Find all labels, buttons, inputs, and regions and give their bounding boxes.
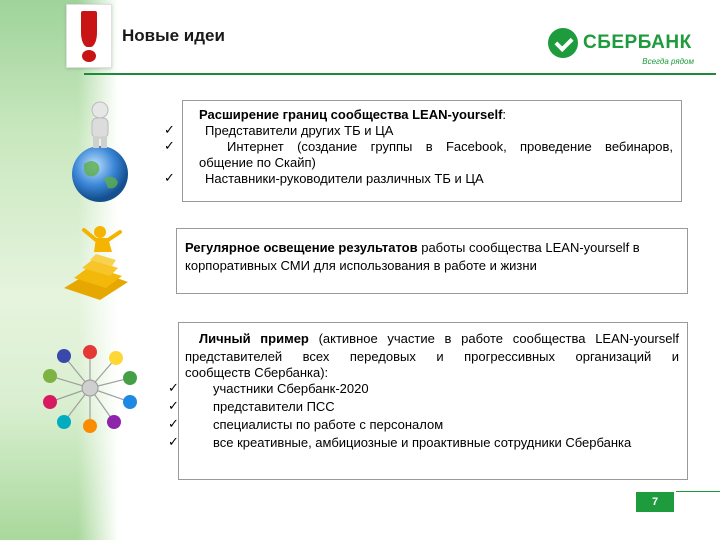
section3-line-3: сообществ Сбербанка): [185,365,329,380]
media-coverage-box [176,228,688,294]
section2-line-1: Регулярное освещение результатов работы сообщества LEAN-yourself в [185,240,640,255]
checkmark-icon: ✓ [164,170,175,185]
page-title: Новые идеи [122,26,225,45]
checkmark-icon: ✓ [168,398,179,413]
logo-slogan: Всегда рядом [642,57,694,66]
exclamation-icon [66,4,112,68]
logo-name: СБЕРБАНК [583,32,692,53]
checkmark-icon: ✓ [164,122,175,137]
footer-line [676,491,720,492]
page-number: 7 [636,492,674,512]
sberbank-emblem-icon [548,28,578,58]
section3-line-1: Личный пример (активное участие в работе сообщества LEAN-yourself [199,331,679,346]
people-network-icon [40,342,140,434]
section1-item-2-cont: общение по Скайп) [199,155,316,170]
checkmark-icon: ✓ [168,380,179,395]
section1-item-3: Наставники-руководители различных ТБ и ЦА [205,171,484,186]
section3-item-1: участники Сбербанк-2020 [213,381,369,396]
section1-item-1: Представители других ТБ и ЦА [205,123,394,138]
section3-line-2: представителей всех передовых и прогрессивных организаций и [185,349,679,364]
checkmark-icon: ✓ [164,138,175,153]
checkmark-icon: ✓ [168,416,179,431]
person-on-globe-icon [66,98,136,206]
section1-item-2: Интернет (создание группы в Facebook, проведение вебинаров, [227,139,673,154]
section3-item-3: специалисты по работе с персоналом [213,417,444,432]
header-divider [84,73,716,75]
section1-heading: Расширение границ сообщества LEAN-yourself: [199,107,507,122]
lean-community-boundaries-box [182,100,682,202]
section2-line-2: корпоративных СМИ для использования в работе и жизни [185,258,537,273]
section3-item-2: представители ПСС [213,399,335,414]
checkmark-icon: ✓ [168,434,179,449]
section3-item-4: все креативные, амбициозные и проактивные сотрудники Сбербанка [213,435,632,450]
sberbank-logo [548,28,698,72]
figure-on-stairs-icon [60,222,132,302]
personal-example-box [178,322,688,480]
